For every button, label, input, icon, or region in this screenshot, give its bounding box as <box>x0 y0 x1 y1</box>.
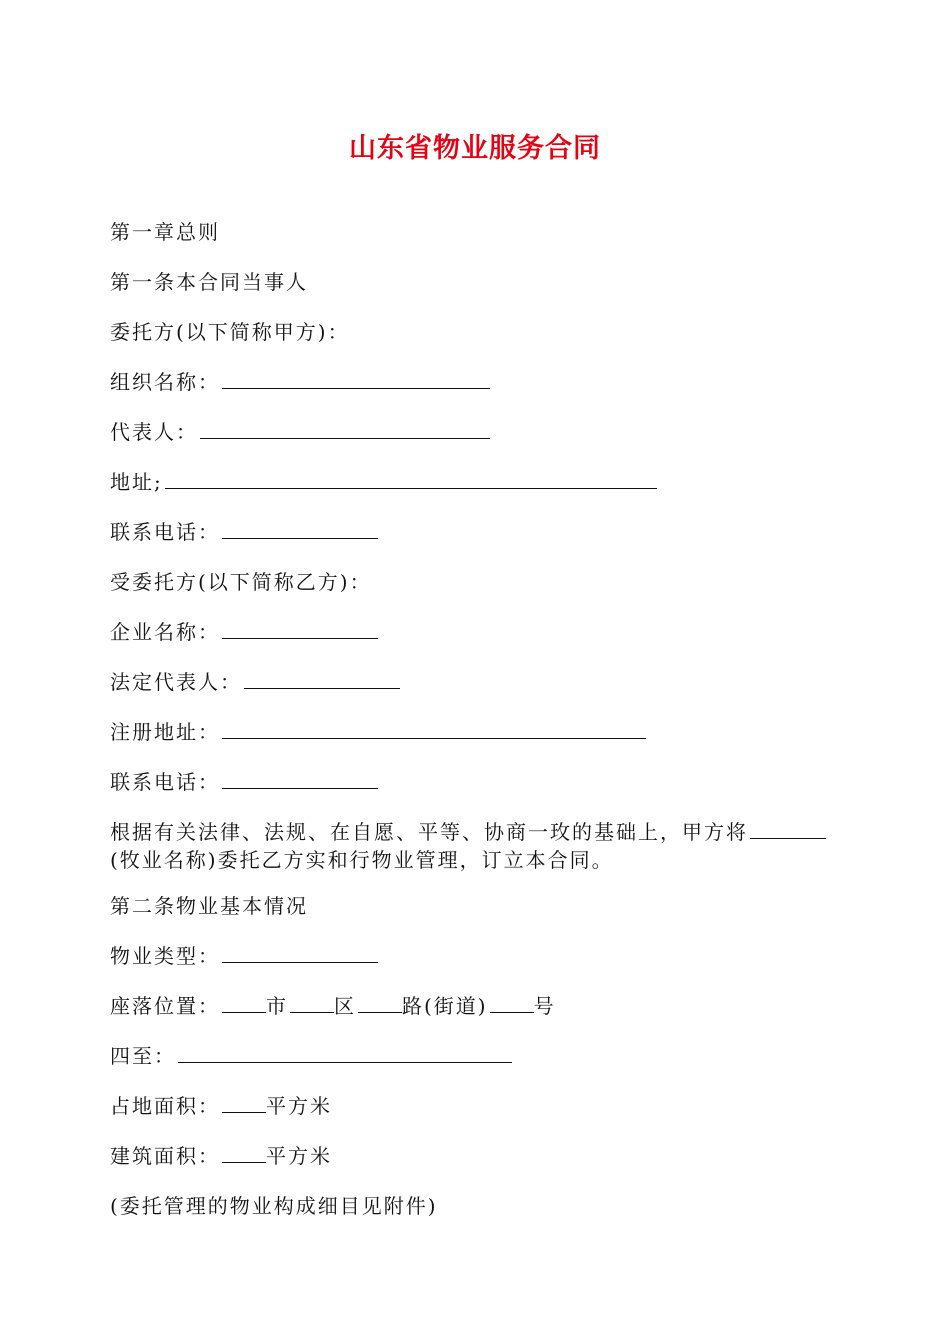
road-label: 路(街道) <box>402 994 488 1018</box>
location-field <box>110 992 556 1020</box>
entrust-paragraph-row-1 <box>110 818 845 846</box>
entrust-paragraph-row-2: (牧业名称)委托乙方实和行物业管理，订立本合同。 <box>110 848 614 872</box>
number-label: 号 <box>533 994 556 1018</box>
chapter-heading: 第一章总则 <box>110 220 220 244</box>
entrust-paragraph-text-1: 根据有关法律、法规、在自愿、平等、协商一玫的基础上，甲方将 <box>110 820 748 844</box>
boundaries-field <box>110 1042 512 1070</box>
party-a-heading: 委托方(以下简称甲方)： <box>110 320 350 344</box>
phone-a-blank <box>222 520 378 539</box>
party-b-heading: 受委托方(以下简称乙方)： <box>110 570 372 594</box>
property-name-blank <box>750 820 826 839</box>
reg-address-label: 注册地址： <box>110 720 220 744</box>
article-1-heading: 第一条本合同当事人 <box>110 270 308 294</box>
phone-a-field <box>110 518 378 546</box>
land-area-field <box>110 1092 332 1120</box>
land-area-label: 占地面积： <box>110 1094 220 1118</box>
phone-a-label: 联系电话： <box>110 520 220 544</box>
legal-rep-blank <box>244 670 400 689</box>
phone-b-label: 联系电话： <box>110 770 220 794</box>
property-type-field <box>110 942 378 970</box>
document-title: 山东省物业服务合同 <box>349 133 601 164</box>
city-blank <box>222 994 266 1013</box>
org-name-blank <box>222 370 490 389</box>
article-2-heading: 第二条物业基本情况 <box>110 894 308 918</box>
building-area-unit: 平方米 <box>266 1144 332 1168</box>
company-name-blank <box>222 620 378 639</box>
org-name-label: 组织名称： <box>110 370 220 394</box>
company-name-label: 企业名称： <box>110 620 220 644</box>
building-area-field <box>110 1142 332 1170</box>
entrust-paragraph <box>110 818 845 874</box>
phone-b-field <box>110 768 378 796</box>
property-type-label: 物业类型： <box>110 944 220 968</box>
address-label: 地址; <box>110 470 163 494</box>
address-field <box>110 468 657 496</box>
district-label: 区 <box>334 994 356 1018</box>
reg-address-field <box>110 718 646 746</box>
building-area-label: 建筑面积： <box>110 1144 220 1168</box>
location-label: 座落位置： <box>110 994 220 1018</box>
land-area-unit: 平方米 <box>266 1094 332 1118</box>
number-blank <box>490 994 534 1013</box>
legal-rep-field <box>110 668 400 696</box>
org-name-field <box>110 368 490 396</box>
reg-address-blank <box>222 720 646 739</box>
representative-field <box>110 418 490 446</box>
district-blank <box>290 994 334 1013</box>
road-blank <box>358 994 402 1013</box>
land-area-blank <box>222 1094 266 1113</box>
boundaries-blank <box>178 1044 512 1063</box>
city-label: 市 <box>266 994 288 1018</box>
property-type-blank <box>222 944 378 963</box>
representative-label: 代表人： <box>110 420 198 444</box>
legal-rep-label: 法定代表人： <box>110 670 242 694</box>
representative-blank <box>200 420 490 439</box>
phone-b-blank <box>222 770 378 789</box>
building-area-blank <box>222 1144 266 1163</box>
boundaries-label: 四至： <box>110 1044 176 1068</box>
company-name-field <box>110 618 378 646</box>
address-blank <box>165 470 657 489</box>
appendix-note: (委托管理的物业构成细目见附件) <box>110 1194 438 1218</box>
